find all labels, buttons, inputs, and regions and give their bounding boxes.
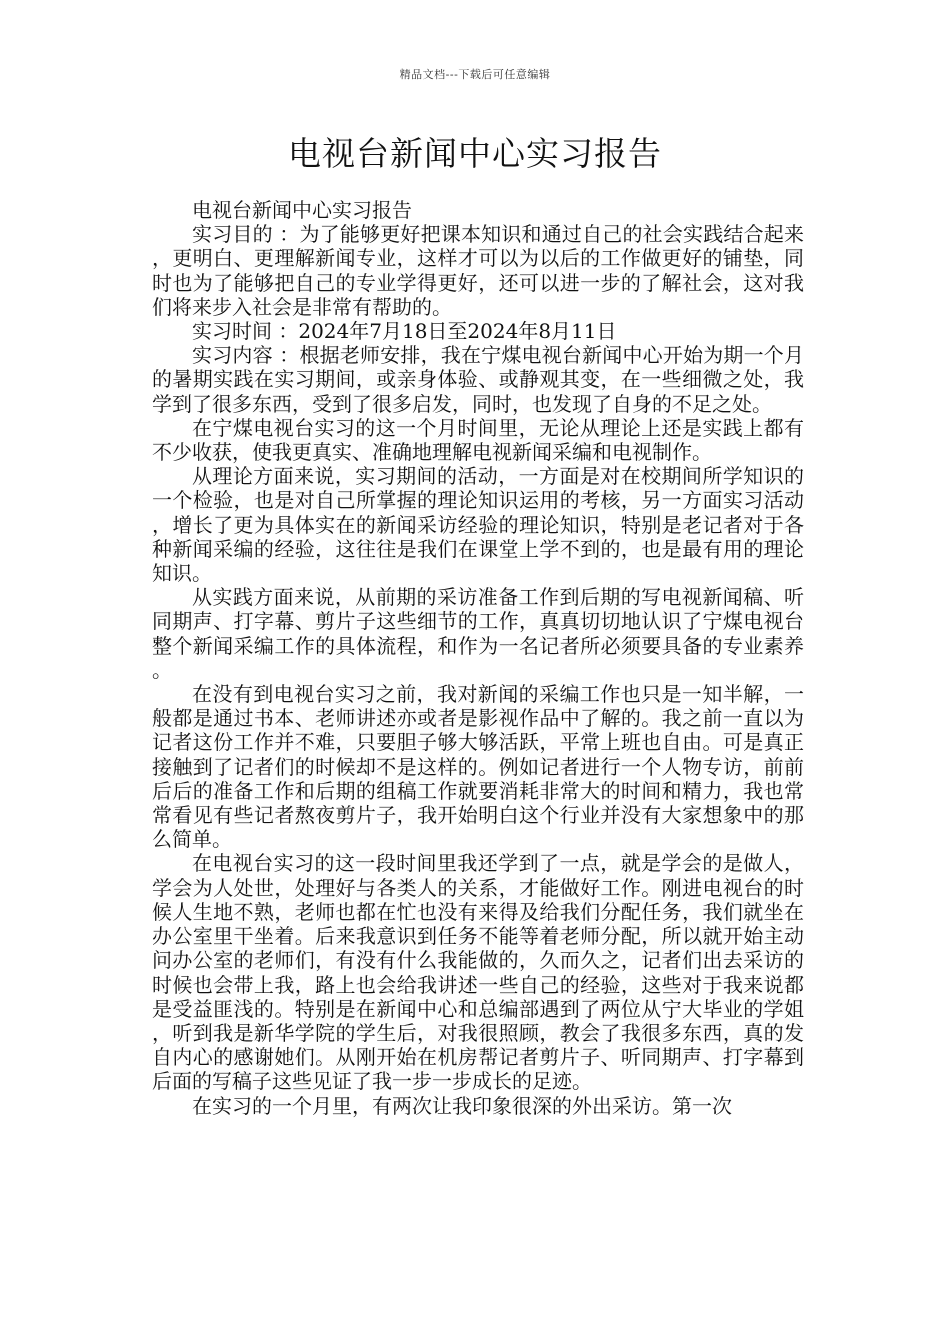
paragraph-content: 实习内容 ：根据老师安排，我在宁煤电视台新闻中心开始为期一个月的暑期实践在实习期间，或亲身体验、或静观其变，在一些细微之处，我学到了很多东西，受到了很多启发，同时，也发现了自身的不足之处。 (152, 343, 804, 416)
paragraph-time: 实习时间 ：2024年7月18日至2024年8月11日 (192, 319, 617, 344)
paragraph: 在宁煤电视台实习的这一个月时间里，无论从理论上还是实践上都有不少收获，使我更真实、准确地理解电视新闻采编和电视制作。 (152, 415, 804, 465)
paragraph: 从实践方面来说，从前期的采访准备工作到后期的写电视新闻稿、听同期声、打字幕、剪片子这些细节的工作，真真切切地认识了宁煤电视台整个新闻采编工作的具体流程，和作为一名记者所必须要具备的专业素养。 (152, 585, 804, 682)
document-title: 电视台新闻中心实习报告 (288, 134, 662, 173)
paragraph: 在实习的一个月里，有两次让我印象很深的外出采访。第一次 (192, 1093, 732, 1118)
paragraph: 在没有到电视台实习之前，我对新闻的采编工作也只是一知半解，一般都是通过书本、老师讲述亦或者是影视作品中了解的。我之前一直以为记者这份工作并不难，只要胆子够大够活跃，平常上班也自由。可是真正接触到了记者们的时候却不是这样的。例如记者进行一个人物专访，前前后后的准备工作和后期的组稿工作就要消耗非常大的时间和精力，我也常常看见有些记者熬夜剪片子，我开始明白这个行业并没有大家想象中的那么简单。 (152, 682, 804, 852)
paragraph: 从理论方面来说，实习期间的活动，一方面是对在校期间所学知识的一个检验，也是对自己所掌握的理论知识运用的考核，另一方面实习活动，增长了更为具体实在的新闻采访经验的理论知识，特别是老记者对于各种新闻采编的经验，这往往是我们在课堂上学不到的，也是最有用的理论知识。 (152, 464, 804, 586)
paragraph-purpose: 实习目的 ：为了能够更好把课本知识和通过自己的社会实践结合起来，更明白、更理解新闻专业，这样才可以为以后的工作做更好的铺垫，同时也为了能够把自己的专业学得更好，还可以进一步的了解社会，这对我们将来步入社会是非常有帮助的。 (152, 222, 804, 319)
document-body (152, 198, 804, 1118)
paragraph: 在电视台实习的这一段时间里我还学到了一点，就是学会的是做人，学会为人处世，处理好与各类人的关系，才能做好工作。刚进电视台的时候人生地不熟，老师也都在忙也没有来得及给我们分配任务，我们就坐在办公室里干坐着。后来我意识到任务不能等着老师分配，所以就开始主动问办公室的老师们，有没有什么我能做的，久而久之，记者们出去采访的时候也会带上我，路上也会给我讲述一些自己的经验，这些对于我来说都是受益匪浅的。特别是在新闻中心和总编部遇到了两位从宁大毕业的学姐，听到我是新华学院的学生后，对我很照顾，教会了我很多东西，真的发自内心的感谢她们。从刚开始在机房帮记者剪片子、听同期声、打字幕到后面的写稿子这些见证了我一步一步成长的足迹。 (152, 851, 804, 1094)
header-note: 精品文档---下载后可任意编辑 (399, 68, 551, 81)
paragraph-heading: 电视台新闻中心实习报告 (192, 198, 412, 222)
